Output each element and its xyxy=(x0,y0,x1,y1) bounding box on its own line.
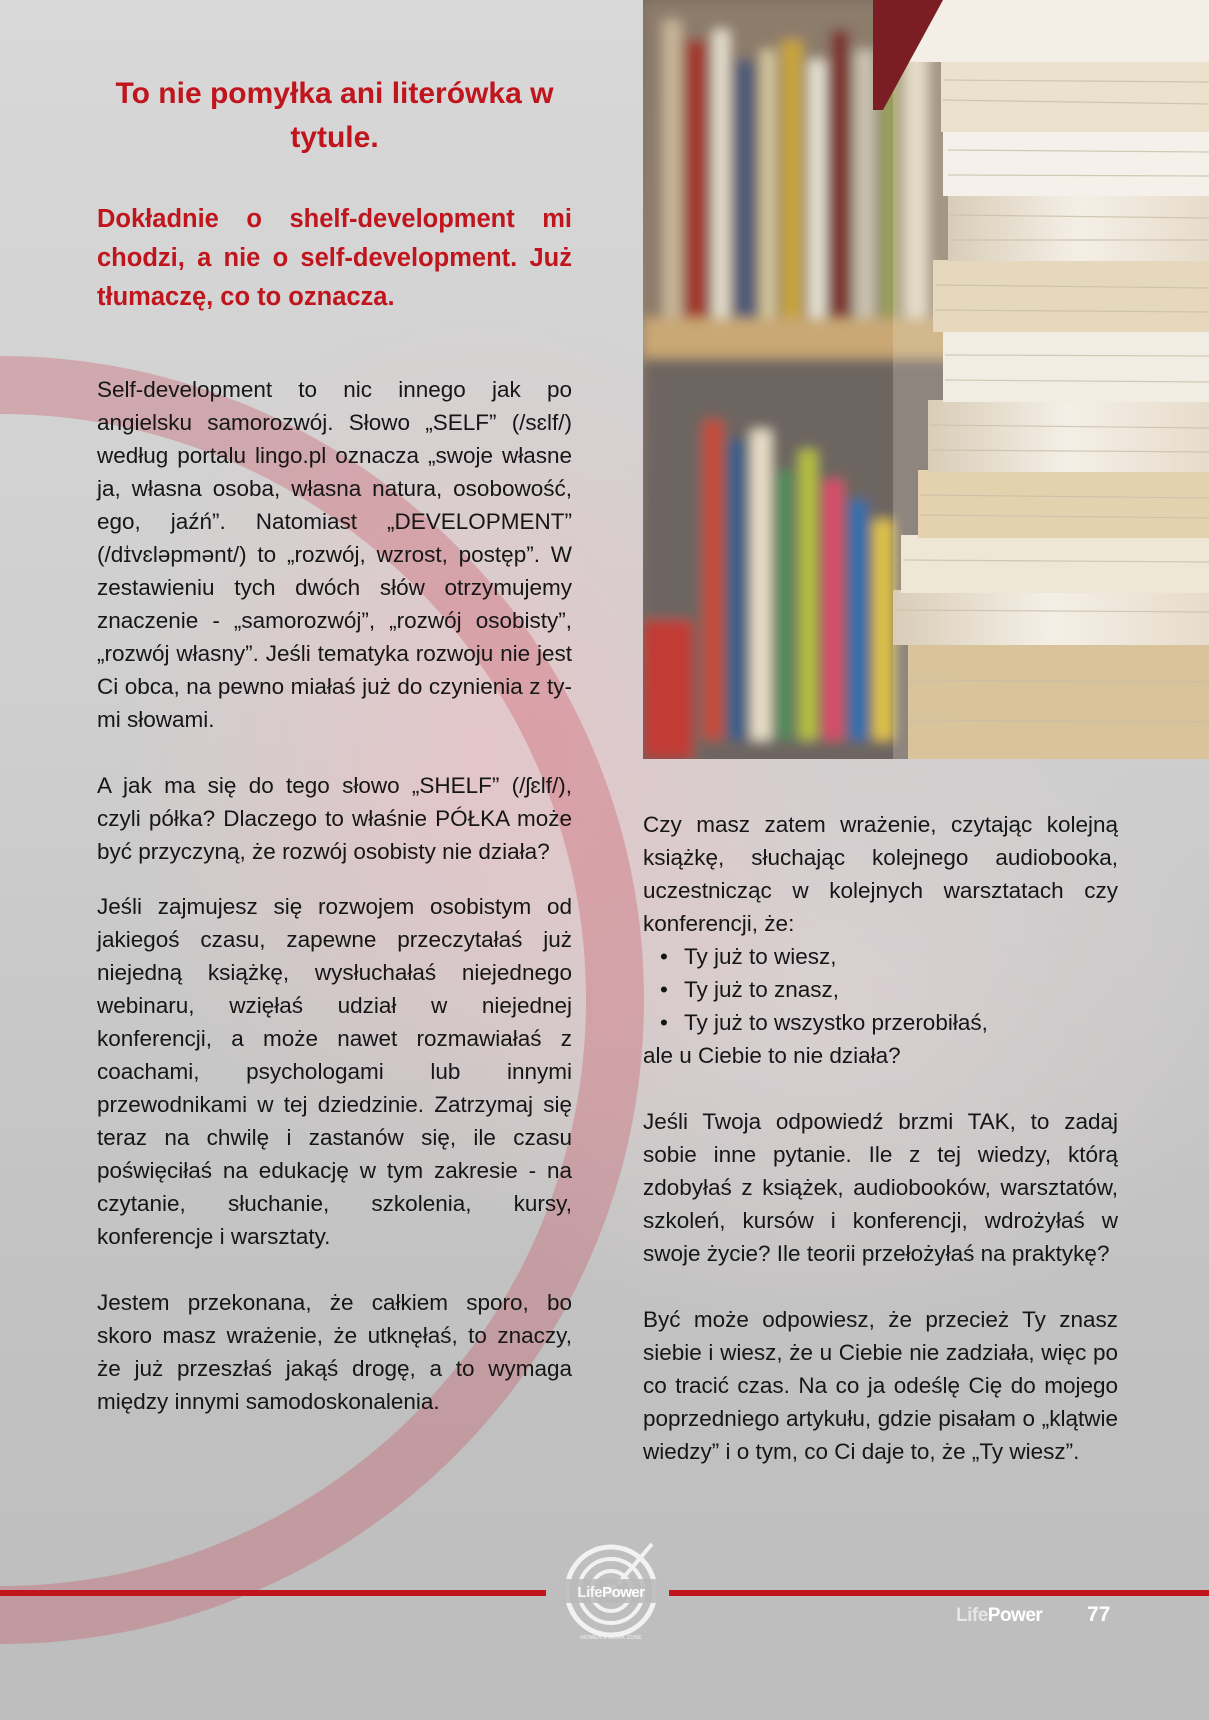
paragraph-curse-of-knowledge: Być może odpowiesz, że przecież Ty znasz siebie i wiesz, że u Ciebie nie zadziała, więc po co tracić czas. Na co ja odeślę Cię do mojego poprzedniego artykułu, gdzie pisałam o „klątwie wiedzy” i o tym, co Ci daje to, że „Ty wiesz”. xyxy=(643,1307,1118,1464)
left-column xyxy=(97,72,572,1418)
paragraph-conviction: Jestem przekonana, że całkiem sporo, bo skoro masz wrażenie, że utknęłaś, to znaczy, że już przeszłaś jakąś drogę, a to wymaga między innymi samodoskonalenia. xyxy=(97,1290,572,1414)
svg-text:WOMEN'S WORK ZONE: WOMEN'S WORK ZONE xyxy=(580,1635,642,1641)
paragraph-answer-yes: Jeśli Twoja odpowiedź brzmi TAK, to zadaj sobie inne pytanie. Ile z tej wiedzy, którą zdobyłaś z książek, audiobooków, warsztatów, szkoleń, kursów i konferencji, wdrożyłaś w swoje życie? Ile teorii przełożyłaś na praktykę? xyxy=(643,1109,1118,1266)
paragraph-self-development: Self-development to nic innego jak po angielsku samorozwój. Słowo „SELF” (/sɛlf/) według portalu lingo.pl oznacza „swoje własne ja, własna osoba, własna natura, osobowość, ego, jaźń”. Natomiast „DEVELOPMENT” (/dɪ̍vɛləpmənt/) to „rozwój, wzrost, postęp”. W zestawieniu tych dwóch słów otrzymujemy znaczenie - „samorozwój”, „rozwój osobisty”, „rozwój własny”. Jeśli tematyka rozwoju nie jest Ci obca, na pewno miałaś już do czynienia z tymi słowami. xyxy=(97,377,572,732)
footer-brand: LifePower xyxy=(956,1605,1043,1626)
books-photo xyxy=(643,0,1209,759)
bullet-list xyxy=(643,940,1118,1039)
page-number: 77 xyxy=(1087,1603,1111,1626)
list-item: • Ty już to znasz, xyxy=(643,973,1118,1006)
page-title: To nie pomyłka ani literówka w tytule. xyxy=(115,77,554,154)
list-item: • Ty już to wiesz, xyxy=(643,940,1118,973)
svg-text:LifePower: LifePower xyxy=(577,1584,645,1601)
footer-divider-right xyxy=(669,1590,1209,1596)
right-column xyxy=(643,808,1118,1468)
footer-divider-left xyxy=(0,1590,546,1596)
paragraph-question-intro: Czy masz zatem wrażenie, czytając kolejną książkę, słuchając kolejnego audiobooka, uczestnicząc w kolejnych warsztatach czy konferencji, że: xyxy=(643,812,1118,936)
paragraph-shelf: A jak ma się do tego słowo „SHELF” (/ʃɛlf/), czyli półka? Dlaczego to właśnie PÓŁKA może być przyczyną, że rozwój osobisty nie działa? xyxy=(97,773,572,864)
paragraph-education: Jeśli zajmujesz się rozwojem osobistym od jakiegoś czasu, zapewne przeczytałaś już niejedną książkę, wysłuchałaś niejednego webinaru, wzięłaś udział w niejednej konferencji, a może nawet rozmawiałaś z coachami, psychologami lub innymi przewodnikami w tej dziedzinie. Zatrzymaj się teraz na chwilę i zastanów się, ile czasu poświęciłaś na edukację w tym zakresie - na czytanie, słuchanie, szkolenia, kursy, konferencje i warsztaty. xyxy=(97,894,572,1249)
lifepower-logo xyxy=(556,1536,666,1646)
lead-paragraph: Dokładnie o shelf-development mi chodzi, a nie o self-development. Już tłumaczę, co to oznacza. xyxy=(97,205,572,311)
list-item: • Ty już to wszystko przerobiłaś, xyxy=(643,1006,1118,1039)
paragraph-after-bullets: ale u Ciebie to nie działa? xyxy=(643,1043,901,1068)
